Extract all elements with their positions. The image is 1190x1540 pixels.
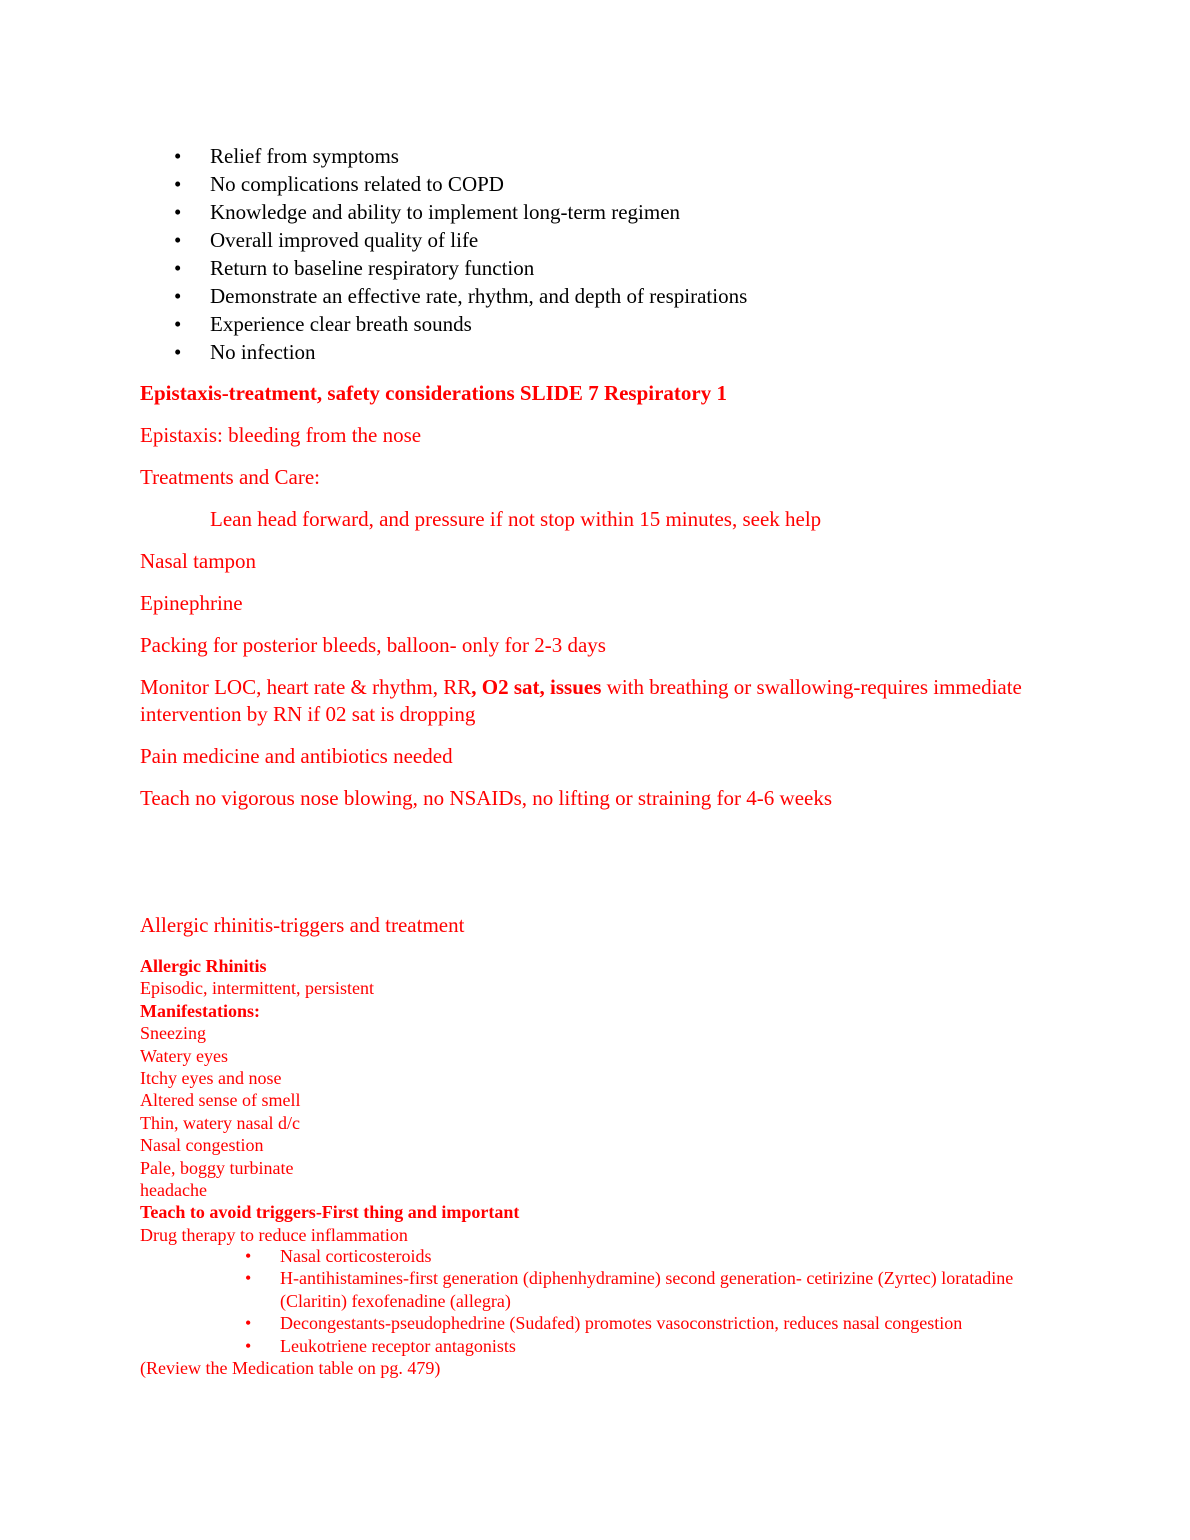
bullet-icon: • — [174, 200, 182, 224]
packing-text: Packing for posterior bleeds, balloon- only for 2-3 days — [140, 633, 606, 657]
list-item: Watery eyes — [140, 1045, 229, 1066]
lean-forward-text: Lean head forward, and pressure if not stop within 15 minutes, seek help — [210, 507, 822, 531]
bullet-icon: • — [174, 144, 182, 168]
list-item: Itchy eyes and nose — [140, 1067, 282, 1088]
nasal-tampon-text: Nasal tampon — [140, 549, 257, 573]
pain-medicine-text: Pain medicine and antibiotics needed — [140, 744, 453, 768]
rhinitis-types: Episodic, intermittent, persistent — [140, 978, 374, 999]
treatments-label: Treatments and Care: — [140, 465, 321, 489]
list-item: • Demonstrate an effective rate, rhythm, and depth of respirations — [174, 284, 748, 308]
bullet-icon: • — [245, 1335, 252, 1356]
rhinitis-heading: Allergic Rhinitis — [140, 956, 267, 976]
epinephrine-text: Epinephrine — [140, 591, 243, 615]
list-item: • No infection — [174, 340, 316, 364]
outcomes-list — [140, 142, 1090, 366]
review-note: (Review the Medication table on pg. 479) — [140, 1358, 441, 1378]
list-item: • Nasal corticosteroids — [245, 1246, 432, 1266]
list-item: • Leukotriene receptor antagonists — [245, 1335, 516, 1356]
list-item: headache — [140, 1179, 207, 1200]
rhinitis-block — [140, 955, 1050, 1246]
list-item: • Overall improved quality of life — [174, 228, 479, 252]
teach-text: Teach no vigorous nose blowing, no NSAIDs, no lifting or straining for 4-6 weeks — [140, 786, 833, 810]
list-item: Thin, watery nasal d/c — [140, 1112, 300, 1133]
bullet-icon: • — [174, 312, 182, 336]
drug-therapy-text: Drug therapy to reduce inflammation — [140, 1224, 408, 1245]
list-item: • No complications related to COPD — [174, 172, 504, 196]
list-item: • Experience clear breath sounds — [174, 312, 472, 336]
list-item: Altered sense of smell — [140, 1090, 301, 1111]
list-item: • H-antihistamines-first generation (diphenhydramine) second generation- cetirizine (Zyrtec) loratadine (Claritin) fexofenadine (allegra) — [245, 1268, 1014, 1311]
bullet-icon: • — [174, 340, 182, 364]
bullet-icon: • — [174, 284, 182, 308]
list-item: • Relief from symptoms — [174, 144, 399, 168]
triggers-text: Teach to avoid triggers-First thing and important — [140, 1202, 520, 1223]
bullet-icon: • — [245, 1268, 252, 1289]
list-item: Pale, boggy turbinate — [140, 1157, 294, 1178]
list-item: Nasal congestion — [140, 1135, 264, 1156]
list-item: Sneezing — [140, 1023, 206, 1044]
list-item: • Knowledge and ability to implement long-term regimen — [174, 200, 681, 224]
manifestations-label: Manifestations: — [140, 1000, 260, 1021]
bullet-icon: • — [174, 228, 182, 252]
bullet-icon: • — [174, 172, 182, 196]
bullet-icon: • — [174, 256, 182, 280]
monitor-text: Monitor LOC, heart rate & rhythm, RR, O2 sat, issues with breathing or swallowing-requires immediate intervention by RN if 02 sat is dropping — [140, 675, 1022, 726]
drug-list — [140, 1245, 1060, 1357]
bullet-icon: • — [245, 1313, 252, 1334]
epistaxis-definition: Epistaxis: bleeding from the nose — [140, 423, 422, 447]
bullet-icon: • — [245, 1246, 252, 1266]
list-item: • Return to baseline respiratory function — [174, 256, 535, 280]
epistaxis-heading: Epistaxis-treatment, safety considerations SLIDE 7 Respiratory 1 — [140, 381, 727, 405]
rhinitis-section-title: Allergic rhinitis-triggers and treatment — [140, 913, 465, 937]
list-item: • Decongestants-pseudophedrine (Sudafed) promotes vasoconstriction, reduces nasal congestion — [245, 1313, 963, 1334]
